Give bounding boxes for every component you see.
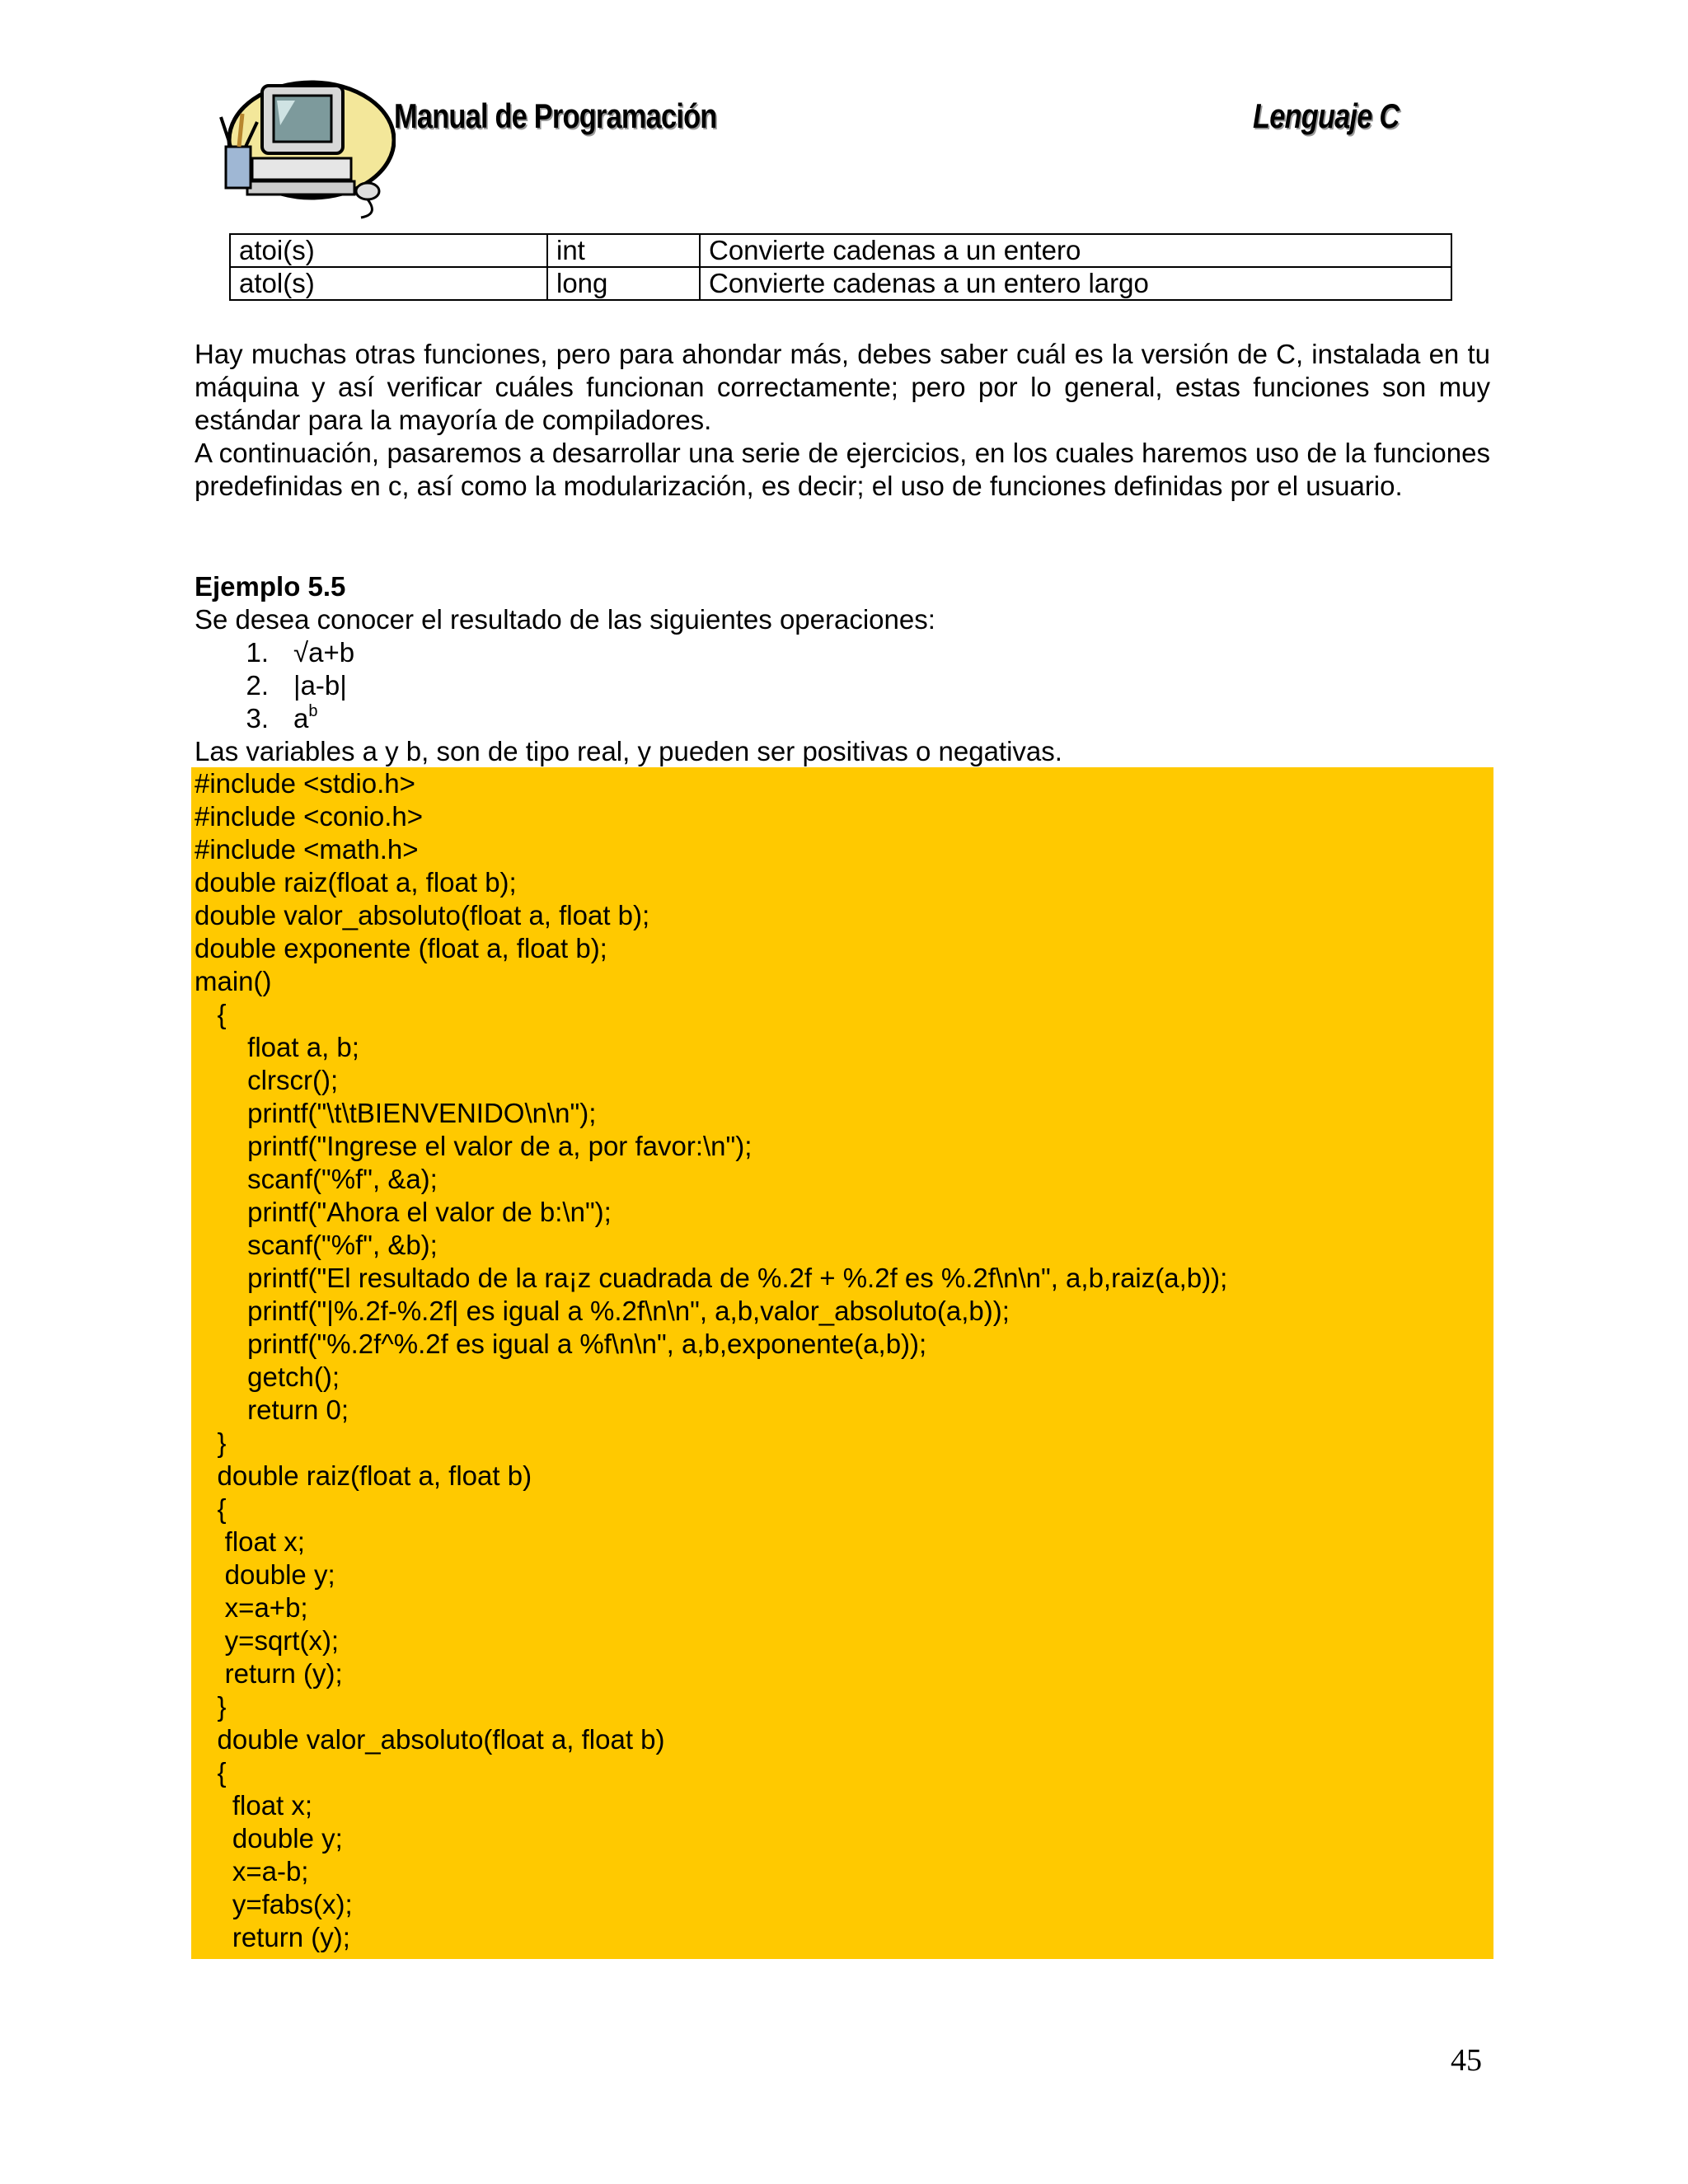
code-line: printf("|%.2f-%.2f| es igual a %.2f\n\n", a,b,valor_absoluto(a,b)); [195,1296,1010,1326]
intro-text [195,338,1490,503]
code-line: double valor_absoluto(float a, float b); [195,900,650,930]
code-line: { [195,1493,227,1524]
operation-text: |a-b| [293,670,347,701]
code-line: printf("Ahora el valor de b:\n"); [195,1197,612,1227]
operation-text [293,702,317,735]
variables-note: Las variables a y b, son de tipo real, y pueden ser positivas o negativas. [195,736,1062,766]
code-line: double y; [195,1823,343,1854]
list-number: 2. [246,670,269,701]
code-line: } [195,1691,227,1722]
code-line: main() [195,966,272,996]
table-row [230,234,1451,267]
function-table [229,233,1452,301]
code-line: printf("El resultado de la ra¡z cuadrada de %.2f + %.2f es %.2f\n\n", a,b,raiz(a,b)); [195,1263,1228,1293]
code-line: y=sqrt(x); [195,1625,340,1656]
code-line: float x; [195,1526,305,1557]
code-line: float a, b; [195,1032,359,1062]
list-number: 1. [246,637,269,668]
computer-clipart-icon [214,68,396,220]
list-item [195,636,1490,669]
table-cell: Convierte cadenas a un entero largo [700,267,1451,300]
operations-list [195,636,1490,735]
example-description: Se desea conocer el resultado de las siguientes operaciones: [195,604,935,635]
code-line: } [195,1427,227,1458]
code-line: return (y); [195,1658,343,1689]
code-line: double raiz(float a, float b); [195,867,517,898]
code-line: double exponente (float a, float b); [195,933,607,963]
code-line: { [195,1757,227,1788]
code-line: float x; [195,1790,313,1821]
operation-text: √a+b [293,637,355,668]
code-line: y=fabs(x); [195,1889,353,1919]
code-line: printf("%.2f^%.2f es igual a %f\n\n", a,b,exponente(a,b)); [195,1329,927,1359]
code-lines [195,767,1493,1954]
table-cell: atoi(s) [230,234,547,267]
code-line: x=a-b; [195,1856,309,1886]
code-line: printf("Ingrese el valor de a, por favor:\n"); [195,1131,753,1161]
code-line: return 0; [195,1394,349,1425]
table-cell: Convierte cadenas a un entero [700,234,1451,267]
page-number: 45 [1451,2043,1482,2078]
example-title: Ejemplo 5.5 [195,571,346,602]
code-line: #include <math.h> [195,834,419,865]
operation-exponent: b [308,702,318,720]
list-item [195,669,1490,702]
list-number: 3. [246,703,269,733]
code-line: clrscr(); [195,1065,339,1095]
code-line: { [195,999,227,1029]
code-line: #include <conio.h> [195,801,424,832]
code-line: x=a+b; [195,1592,308,1623]
paragraph: Hay muchas otras funciones, pero para ahondar más, debes saber cuál es la versión de C, instalada en tu máquina y así verificar cuáles funcionan correctamente; pero por lo general, estas funciones son muy estándar para la mayoría de compiladores. [195,339,1490,435]
document-subject: Lenguaje C [1253,96,1400,135]
example-section [195,570,1490,768]
table-cell: int [547,234,700,267]
table-row [230,267,1451,300]
code-line: getch(); [195,1361,340,1392]
code-line: printf("\t\tBIENVENIDO\n\n"); [195,1098,597,1128]
code-line: scanf("%f", &b); [195,1230,438,1260]
code-line: scanf("%f", &a); [195,1164,438,1194]
code-line: #include <stdio.h> [195,768,415,799]
code-line: double valor_absoluto(float a, float b) [195,1724,665,1755]
operation-base: a [293,703,309,733]
code-line: double raiz(float a, float b) [195,1460,532,1491]
list-item [195,702,1490,735]
paragraph: A continuación, pasaremos a desarrollar una serie de ejercicios, en los cuales haremos uso de la funciones predefinidas en c, así como la modularización, es decir; el uso de funciones definidas por el usuario. [195,438,1490,501]
code-line: return (y); [195,1922,350,1952]
code-listing [191,767,1493,1959]
code-line: double y; [195,1559,335,1590]
document-title: Manual de Programación [394,96,717,135]
table-cell: atol(s) [230,267,547,300]
table-cell: long [547,267,700,300]
